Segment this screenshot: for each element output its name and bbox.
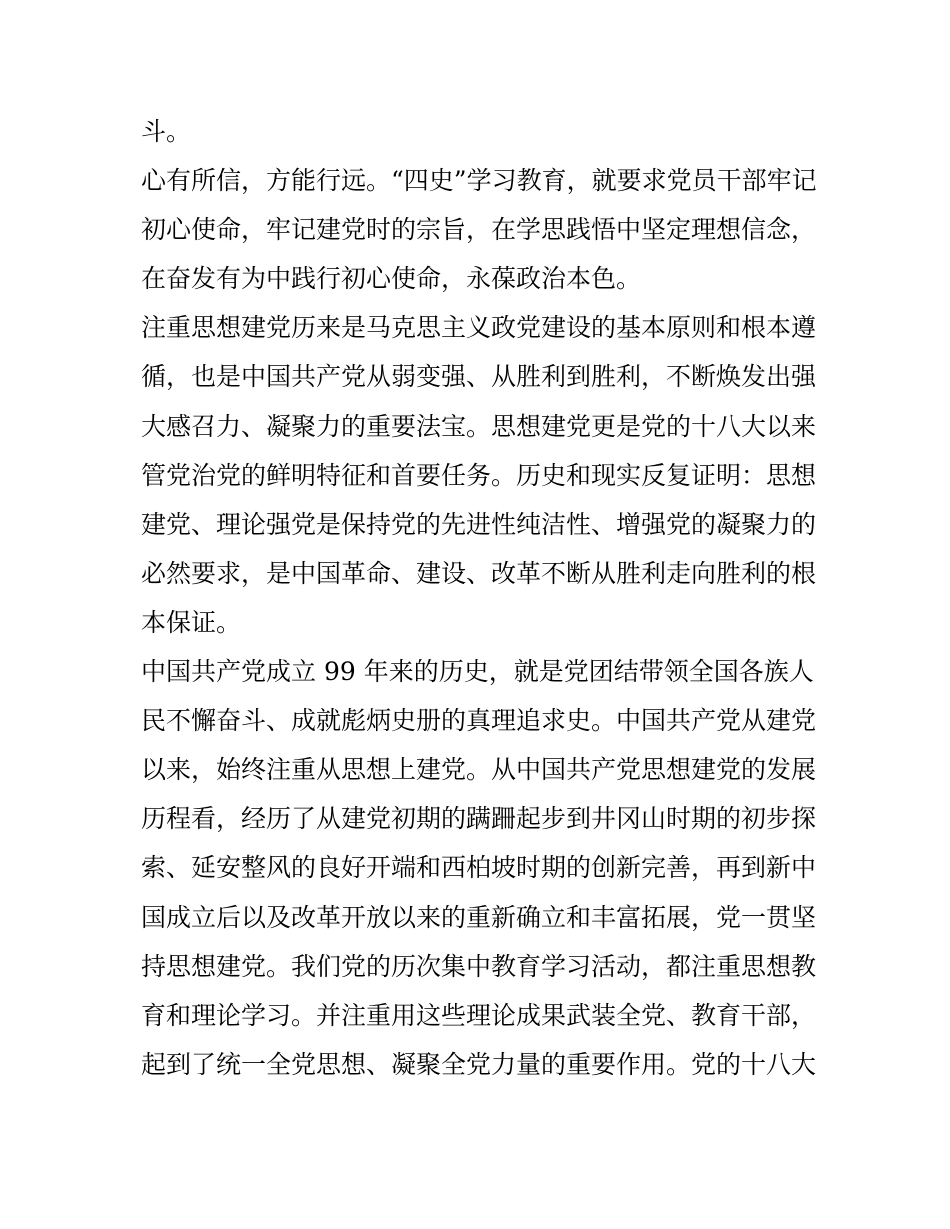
text-line: 育和理论学习。并注重用这些理论成果武装全党、教育干部， (141, 1000, 817, 1030)
text-line: 历程看，经历了从建党初期的蹒跚起步到井冈山时期的初步探 (141, 804, 817, 834)
text-line: 大感召力、凝聚力的重要法宝。思想建党更是党的十八大以来 (141, 411, 817, 441)
text-line: 起到了统一全党思想、凝聚全党力量的重要作用。党的十八大 (141, 1049, 817, 1079)
text-line: 必然要求，是中国革命、建设、改革不断从胜利走向胜利的根 (141, 558, 817, 588)
text-line: 民不懈奋斗、成就彪炳史册的真理追求史。中国共产党从建党 (141, 706, 817, 736)
paragraph-party-history (141, 647, 817, 1089)
body-text (141, 107, 817, 1089)
text-line: 注重思想建党历来是马克思主义政党建设的基本原则和根本遵 (141, 313, 817, 343)
paragraph-four-histories (141, 156, 817, 303)
text-line: 管党治党的鲜明特征和首要任务。历史和现实反复证明：思想 (141, 460, 817, 490)
text-line: 本保证。 (141, 607, 242, 637)
text-line: 循，也是中国共产党从弱变强、从胜利到胜利，不断焕发出强 (141, 362, 817, 392)
paragraph-continuation (141, 107, 813, 156)
text-line: 索、延安整风的良好开端和西柏坡时期的创新完善，再到新中 (141, 853, 817, 883)
text-line: 斗。 (141, 117, 192, 146)
text-line: 初心使命，牢记建党时的宗旨，在学思践悟中坚定理想信念， (141, 215, 817, 245)
text-line: 建党、理论强党是保持党的先进性纯洁性、增强党的凝聚力的 (141, 509, 817, 539)
text-line: 以来，始终注重从思想上建党。从中国共产党思想建党的发展 (141, 755, 817, 785)
text-line: 心有所信，方能行远。“四史”学习教育，就要求党员干部牢记 (141, 166, 817, 196)
text-line: 国成立后以及改革开放以来的重新确立和丰富拓展，党一贯坚 (141, 902, 817, 932)
text-line: 在奋发有为中践行初心使命，永葆政治本色。 (141, 264, 642, 294)
text-line: 中国共产党成立 99 年来的历史，就是党团结带领全国各族人 (141, 657, 814, 687)
paragraph-ideological-party-building (141, 303, 817, 647)
text-line: 持思想建党。我们党的历次集中教育学习活动，都注重思想教 (141, 951, 817, 981)
